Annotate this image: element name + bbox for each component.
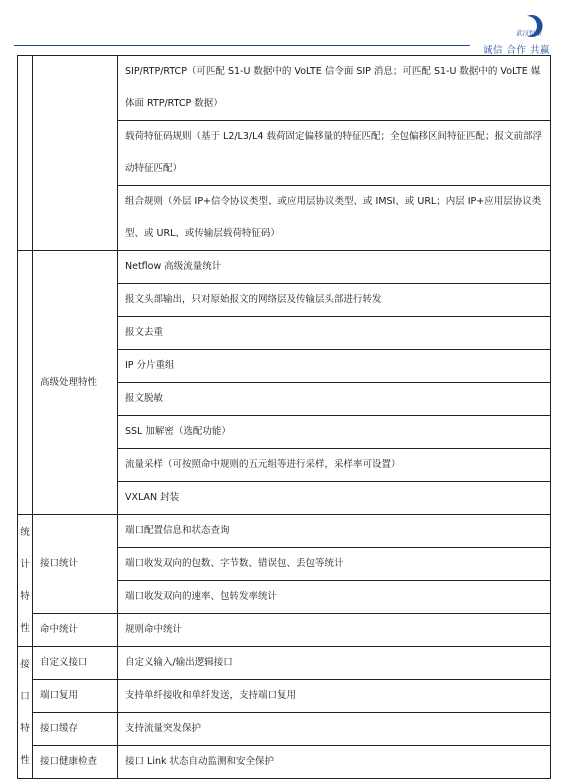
table-row — [18, 515, 551, 548]
category-cell — [18, 251, 33, 515]
category-char: 口 — [20, 690, 30, 702]
category-char: 统 — [20, 526, 30, 538]
subcategory-cell — [33, 56, 118, 251]
subcategory-label: 命中统计 — [33, 614, 118, 647]
table-row — [18, 251, 551, 284]
slogan: 诚信 合作 共赢 — [482, 45, 550, 56]
category-char: 特 — [20, 722, 30, 734]
feature-cell: 规则命中统计 — [118, 614, 551, 647]
subcategory-label: 接口统计 — [33, 515, 118, 614]
subcategory-label: 高级处理特性 — [33, 251, 118, 515]
table-row — [18, 746, 551, 779]
feature-cell: SSL 加解密（选配功能） — [118, 416, 551, 449]
subcategory-label: 接口健康检查 — [33, 746, 118, 779]
feature-cell: 流量采样（可按照命中规则的五元组等进行采样，采样率可设置） — [118, 449, 551, 482]
category-label-interface — [18, 647, 33, 779]
feature-cell: 报文头部输出，只对原始报文的网络层及传输层头部进行转发 — [118, 284, 551, 317]
logo-text: 武汉恒景 — [516, 29, 542, 37]
category-label-stats — [18, 515, 33, 647]
category-cell — [18, 56, 33, 251]
subcategory-label: 端口复用 — [33, 680, 118, 713]
feature-cell: 接口 Link 状态自动监测和安全保护 — [118, 746, 551, 779]
feature-cell: 报文去重 — [118, 317, 551, 350]
feature-cell: 自定义输入/输出逻辑接口 — [118, 647, 551, 680]
feature-cell: 载荷特征码规则（基于 L2/L3/L4 载荷固定偏移量的特征匹配；全包偏移区间特征匹配；报文前部浮动特征匹配） — [118, 121, 551, 186]
table-row — [18, 713, 551, 746]
page-header — [0, 0, 572, 56]
feature-cell: 端口收发双向的包数、字节数、错误包、丢包等统计 — [118, 548, 551, 581]
feature-cell: SIP/RTP/RTCP（可匹配 S1-U 数据中的 VoLTE 信令面 SIP 消息；可匹配 S1-U 数据中的 VoLTE 媒体面 RTP/RTCP 数据） — [118, 56, 551, 121]
feature-cell: 端口收发双向的速率、包转发率统计 — [118, 581, 551, 614]
table-row — [18, 647, 551, 680]
subcategory-label: 自定义接口 — [33, 647, 118, 680]
table-row — [18, 680, 551, 713]
table-row — [18, 614, 551, 647]
feature-cell: 组合规则（外层 IP+信令协议类型、或应用层协议类型、或 IMSI、或 URL；内层 IP+应用层协议类型、或 URL、或传输层载荷特征码） — [118, 186, 551, 251]
category-char: 性 — [20, 622, 30, 634]
feature-cell: 报文脱敏 — [118, 383, 551, 416]
feature-cell: 支持单纤接收和单纤发送，支持端口复用 — [118, 680, 551, 713]
subcategory-label: 接口缓存 — [33, 713, 118, 746]
feature-cell: 支持流量突发保护 — [118, 713, 551, 746]
feature-cell: Netflow 高级流量统计 — [118, 251, 551, 284]
category-char: 特 — [20, 590, 30, 602]
feature-cell: VXLAN 封装 — [118, 482, 551, 515]
category-char: 性 — [20, 754, 30, 766]
table-row — [18, 56, 551, 121]
spec-table — [17, 55, 551, 779]
feature-cell: IP 分片重组 — [118, 350, 551, 383]
feature-cell: 端口配置信息和状态查询 — [118, 515, 551, 548]
category-char: 计 — [20, 558, 30, 570]
header-rule — [14, 45, 470, 46]
category-char: 接 — [20, 658, 30, 670]
